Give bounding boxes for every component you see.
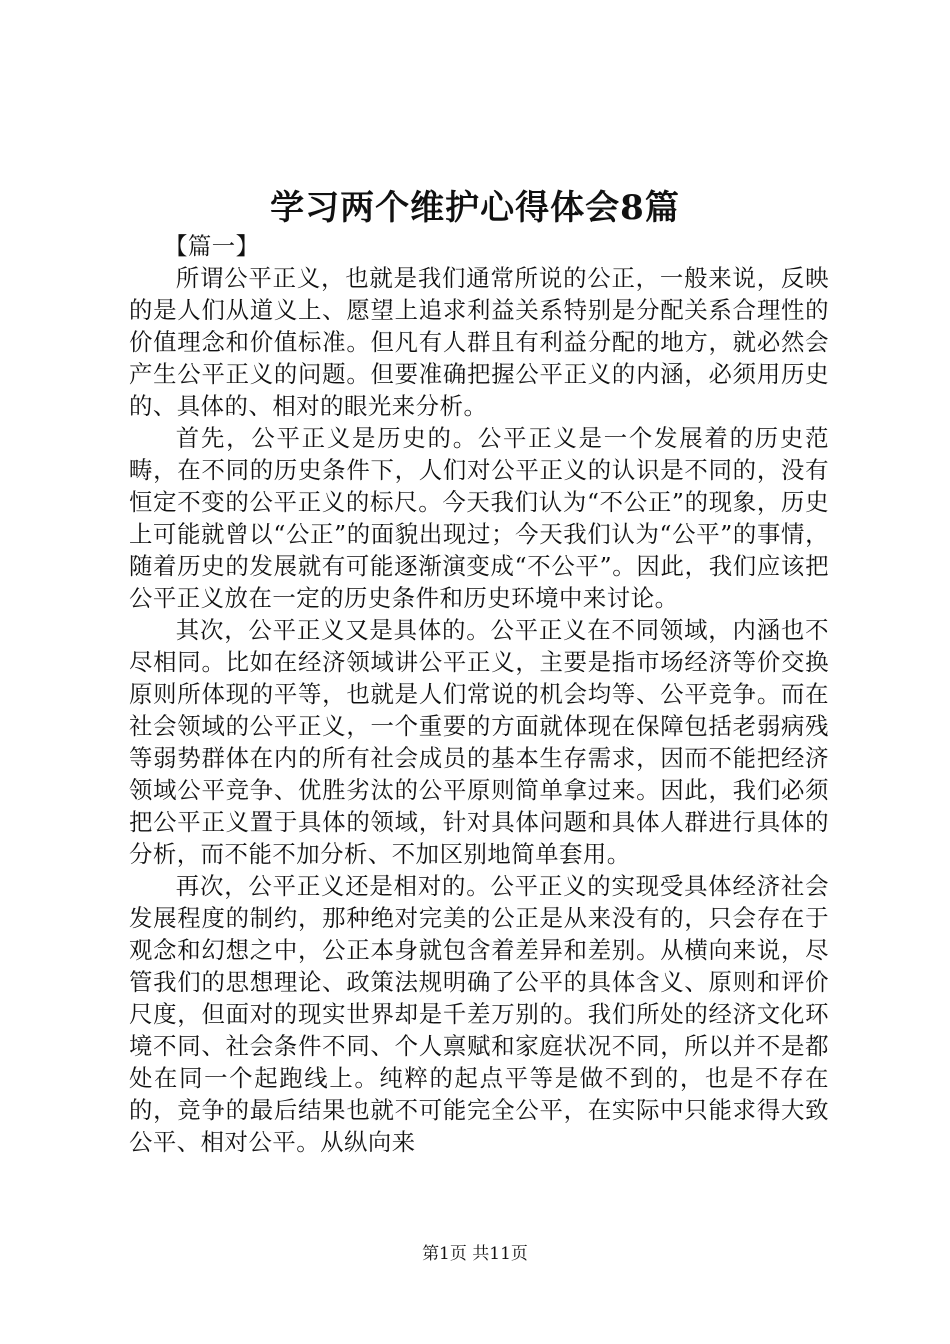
paragraph-2: 首先，公平正义是历史的。公平正义是一个发展着的历史范畴，在不同的历史条件下，人们对公平正义的认识是不同的，没有恒定不变的公平正义的标尺。今天我们认为“不公正”的现象，历史上可能就曾以“公正”的面貌出现过；今天我们认为“公平”的事情，随着历史的发展就有可能逐渐演变成“不公平”。因此，我们应该把公平正义放在一定的历史条件和历史环境中来讨论。	[129, 424, 829, 612]
document-title: 学习两个维护心得体会8篇	[270, 188, 680, 228]
document-body	[129, 230, 829, 1158]
paragraph-4: 再次，公平正义还是相对的。公平正义的实现受具体经济社会发展程度的制约，那种绝对完美的公正是从来没有的，只会存在于观念和幻想之中，公正本身就包含着差异和差别。从横向来说，尽管我们的思想理论、政策法规明确了公平的具体含义、原则和评价尺度，但面对的现实世界却是千差万别的。我们所处的经济文化环境不同、社会条件不同、个人禀赋和家庭状况不同，所以并不是都处在同一个起跑线上。纯粹的起点平等是做不到的，也是不存在的，竞争的最后结果也就不可能完全公平，在实际中只能求得大致公平、相对公平。从纵向来	[129, 872, 829, 1156]
page-footer: 第1页 共11页	[422, 1244, 528, 1264]
paragraph-3: 其次，公平正义又是具体的。公平正义在不同领域，内涵也不尽相同。比如在经济领域讲公平正义，主要是指市场经济等价交换原则所体现的平等，也就是人们常说的机会均等、公平竞争。而在社会领域的公平正义，一个重要的方面就体现在保障包括老弱病残等弱势群体在内的所有社会成员的基本生存需求，因而不能把经济领域公平竞争、优胜劣汰的公平原则简单拿过来。因此，我们必须把公平正义置于具体的领域，针对具体问题和具体人群进行具体的分析，而不能不加分析、不加区别地简单套用。	[129, 616, 829, 868]
paragraph-1: 所谓公平正义，也就是我们通常所说的公正，一般来说，反映的是人们从道义上、愿望上追求利益关系特别是分配关系合理性的价值理念和价值标准。但凡有人群且有利益分配的地方，就必然会产生公平正义的问题。但要准确把握公平正义的内涵，必须用历史的、具体的、相对的眼光来分析。	[129, 264, 829, 420]
section-label: 【篇一】	[164, 232, 260, 260]
